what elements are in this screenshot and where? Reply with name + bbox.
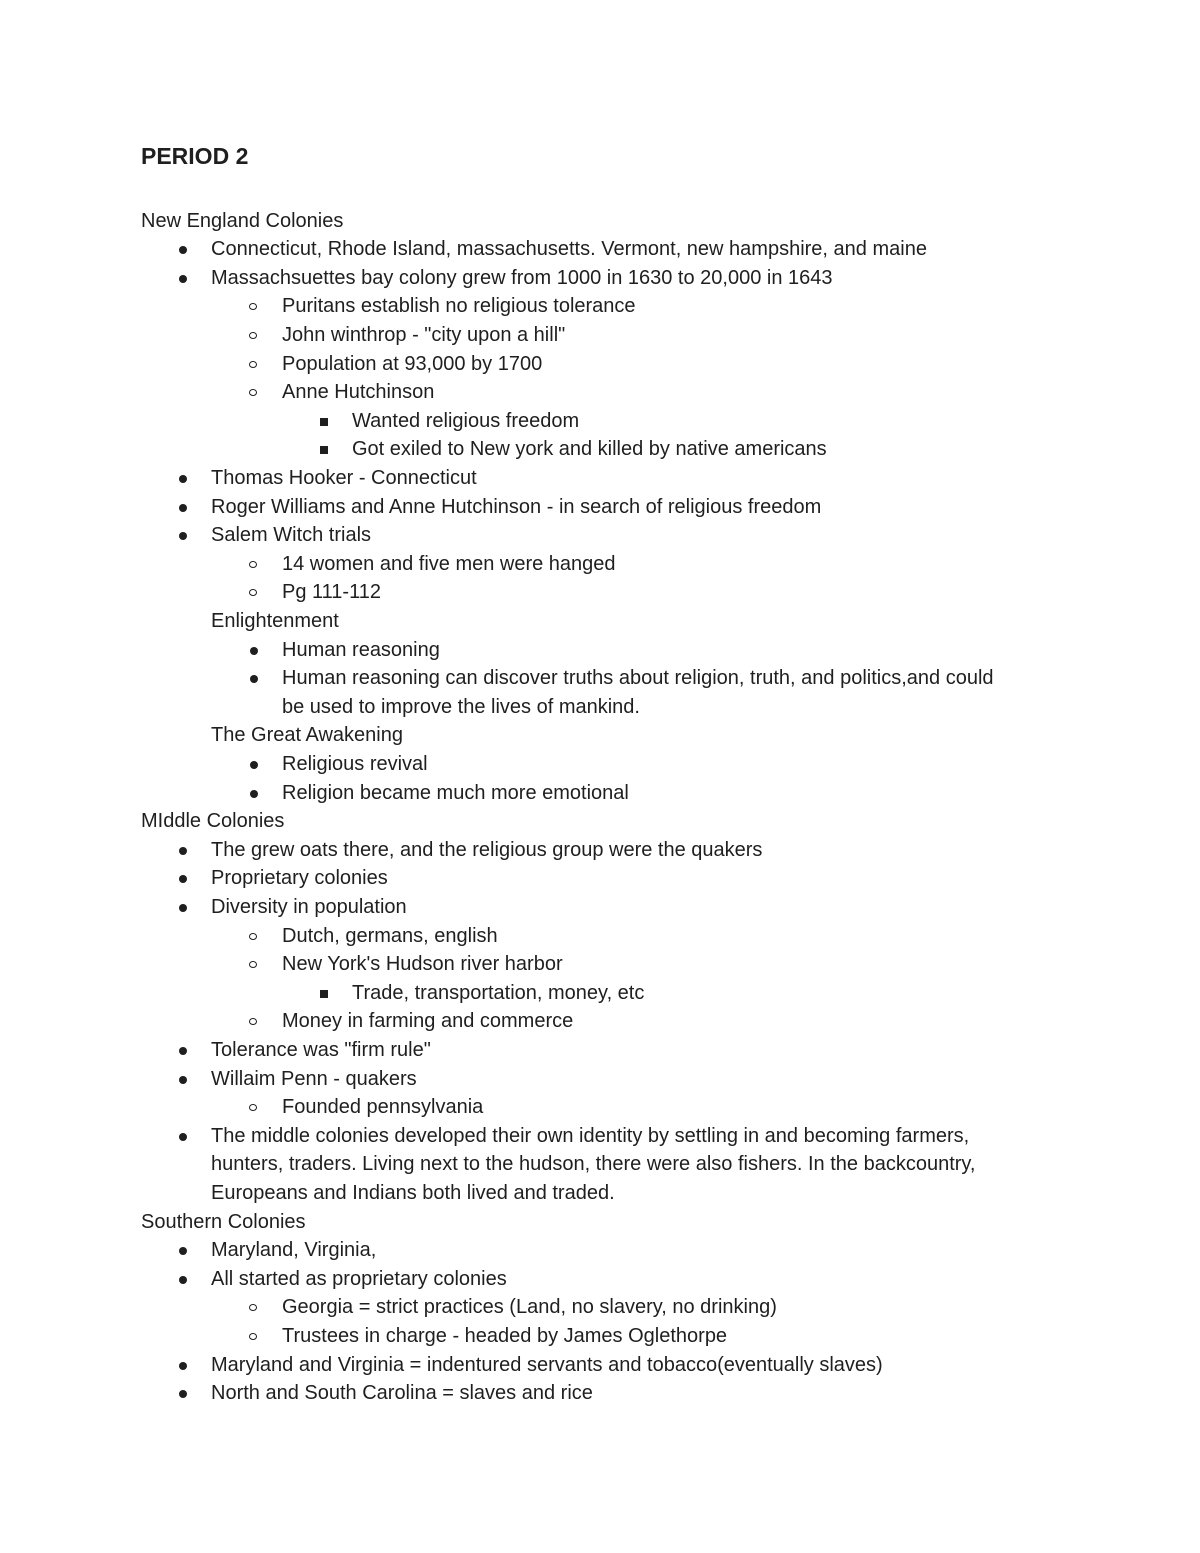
list-item-text: The middle colonies developed their own identity by settling in and becoming farmers, bbox=[211, 1124, 970, 1147]
bullet-circle-icon bbox=[247, 292, 261, 321]
list-item-text: Southern Colonies bbox=[141, 1210, 306, 1233]
section-heading bbox=[0, 1208, 1200, 1237]
list-item-text: Maryland and Virginia = indentured servants and tobacco(eventually slaves) bbox=[211, 1353, 883, 1376]
list-item bbox=[0, 836, 1200, 865]
bullet-disc-icon bbox=[247, 636, 261, 665]
list-item-text: Georgia = strict practices (Land, no slavery, no drinking) bbox=[282, 1296, 777, 1319]
bullet-circle-icon bbox=[247, 350, 261, 379]
bullet-disc-icon bbox=[247, 664, 261, 693]
page-title: PERIOD 2 bbox=[141, 143, 249, 169]
bullet-disc-icon bbox=[176, 464, 190, 493]
list-item-text: New England Colonies bbox=[141, 209, 344, 232]
bullet-disc-icon bbox=[176, 1122, 190, 1151]
list-item bbox=[0, 693, 1200, 722]
list-item bbox=[0, 550, 1200, 579]
bullet-disc-icon bbox=[176, 864, 190, 893]
list-item-text: Willaim Penn - quakers bbox=[211, 1067, 417, 1090]
bullet-disc-icon bbox=[176, 521, 190, 550]
list-item bbox=[0, 664, 1200, 693]
bullet-circle-icon bbox=[247, 950, 261, 979]
list-item bbox=[0, 1122, 1200, 1151]
bullet-disc-icon bbox=[176, 264, 190, 293]
list-item-text: Trustees in charge - headed by James Oglethorpe bbox=[282, 1324, 728, 1347]
list-item bbox=[0, 864, 1200, 893]
list-item bbox=[0, 1236, 1200, 1265]
list-item bbox=[0, 350, 1200, 379]
list-item-text: Proprietary colonies bbox=[211, 867, 388, 890]
list-item-text: Thomas Hooker - Connecticut bbox=[211, 466, 477, 489]
list-item-text: Maryland, Virginia, bbox=[211, 1239, 377, 1262]
list-item-text: Massachsuettes bay colony grew from 1000 in 1630 to 20,000 in 1643 bbox=[211, 266, 833, 289]
bullet-circle-icon bbox=[247, 578, 261, 607]
bullet-square-icon bbox=[317, 407, 331, 436]
list-item bbox=[0, 1322, 1200, 1351]
list-item-text: Diversity in population bbox=[211, 895, 407, 918]
bullet-circle-icon bbox=[247, 550, 261, 579]
list-item bbox=[0, 779, 1200, 808]
list-item bbox=[0, 1065, 1200, 1094]
bullet-circle-icon bbox=[247, 1093, 261, 1122]
list-item-text: John winthrop - "city upon a hill" bbox=[282, 323, 566, 346]
list-item-text: Connecticut, Rhode Island, massachusetts. Vermont, new hampshire, and maine bbox=[211, 238, 927, 261]
list-item-text: MIddle Colonies bbox=[141, 810, 285, 833]
bullet-disc-icon bbox=[176, 493, 190, 522]
list-item-text: The grew oats there, and the religious group were the quakers bbox=[211, 838, 763, 861]
list-item-text: Puritans establish no religious tolerance bbox=[282, 295, 636, 318]
list-item bbox=[0, 493, 1200, 522]
list-item bbox=[0, 1265, 1200, 1294]
bullet-disc-icon bbox=[176, 1036, 190, 1065]
list-item bbox=[0, 264, 1200, 293]
bullet-circle-icon bbox=[247, 922, 261, 951]
list-item-text: Pg 111-112 bbox=[282, 581, 381, 604]
bullet-disc-icon bbox=[176, 893, 190, 922]
bullet-disc-icon bbox=[176, 1236, 190, 1265]
bullet-disc-icon bbox=[176, 235, 190, 264]
list-item-text: Human reasoning bbox=[282, 638, 440, 661]
bullet-disc-icon bbox=[176, 1265, 190, 1294]
list-item bbox=[0, 378, 1200, 407]
list-item-text: Got exiled to New york and killed by native americans bbox=[352, 438, 827, 461]
list-item bbox=[0, 521, 1200, 550]
list-item bbox=[0, 721, 1200, 750]
list-item-text: New York's Hudson river harbor bbox=[282, 953, 563, 976]
list-item-text: The Great Awakening bbox=[211, 724, 403, 747]
bullet-square-icon bbox=[317, 435, 331, 464]
list-item-text: Money in farming and commerce bbox=[282, 1010, 574, 1033]
list-item bbox=[0, 407, 1200, 436]
list-item bbox=[0, 435, 1200, 464]
list-item bbox=[0, 235, 1200, 264]
list-item-text: Tolerance was "firm rule" bbox=[211, 1038, 431, 1061]
list-item bbox=[0, 636, 1200, 665]
bullet-circle-icon bbox=[247, 1322, 261, 1351]
list-item bbox=[0, 979, 1200, 1008]
list-item bbox=[0, 292, 1200, 321]
list-item bbox=[0, 1351, 1200, 1380]
list-item bbox=[0, 1293, 1200, 1322]
bullet-disc-icon bbox=[247, 750, 261, 779]
list-item bbox=[0, 1093, 1200, 1122]
list-item bbox=[0, 1036, 1200, 1065]
list-item bbox=[0, 1179, 1200, 1208]
list-item bbox=[0, 1007, 1200, 1036]
bullet-circle-icon bbox=[247, 1293, 261, 1322]
list-item bbox=[0, 1379, 1200, 1408]
list-item-text: Enlightenment bbox=[211, 609, 339, 632]
list-item-text: Europeans and Indians both lived and traded. bbox=[211, 1181, 615, 1204]
list-item bbox=[0, 321, 1200, 350]
list-item bbox=[0, 607, 1200, 636]
bullet-square-icon bbox=[317, 979, 331, 1008]
list-item bbox=[0, 750, 1200, 779]
list-item bbox=[0, 1150, 1200, 1179]
list-item-text: Roger Williams and Anne Hutchinson - in search of religious freedom bbox=[211, 495, 822, 518]
list-item-text: hunters, traders. Living next to the hudson, there were also fishers. In the backcountry, bbox=[211, 1153, 976, 1176]
bullet-disc-icon bbox=[176, 1065, 190, 1094]
bullet-disc-icon bbox=[176, 1351, 190, 1380]
bullet-circle-icon bbox=[247, 1007, 261, 1036]
list-item-text: Trade, transportation, money, etc bbox=[352, 981, 645, 1004]
list-item-text: Salem Witch trials bbox=[211, 524, 372, 547]
list-item-text: Anne Hutchinson bbox=[282, 381, 435, 404]
list-item-text: be used to improve the lives of mankind. bbox=[282, 695, 640, 718]
bullet-disc-icon bbox=[247, 779, 261, 808]
list-item-text: All started as proprietary colonies bbox=[211, 1267, 507, 1290]
list-item-text: Population at 93,000 by 1700 bbox=[282, 352, 543, 375]
list-item-text: Dutch, germans, english bbox=[282, 924, 498, 947]
list-item-text: Human reasoning can discover truths about religion, truth, and politics,and could bbox=[282, 667, 994, 690]
list-item-text: Religion became much more emotional bbox=[282, 781, 629, 804]
list-item bbox=[0, 950, 1200, 979]
bullet-circle-icon bbox=[247, 378, 261, 407]
section-heading bbox=[0, 807, 1200, 836]
list-item bbox=[0, 578, 1200, 607]
list-item bbox=[0, 464, 1200, 493]
list-item bbox=[0, 922, 1200, 951]
list-item-text: Religious revival bbox=[282, 752, 428, 775]
list-item bbox=[0, 893, 1200, 922]
bullet-disc-icon bbox=[176, 1379, 190, 1408]
bullet-circle-icon bbox=[247, 321, 261, 350]
bullet-disc-icon bbox=[176, 836, 190, 865]
list-item-text: North and South Carolina = slaves and rice bbox=[211, 1382, 593, 1405]
list-item-text: 14 women and five men were hanged bbox=[282, 552, 616, 575]
list-item-text: Founded pennsylvania bbox=[282, 1096, 484, 1119]
list-item-text: Wanted religious freedom bbox=[352, 409, 580, 432]
section-heading bbox=[0, 207, 1200, 236]
